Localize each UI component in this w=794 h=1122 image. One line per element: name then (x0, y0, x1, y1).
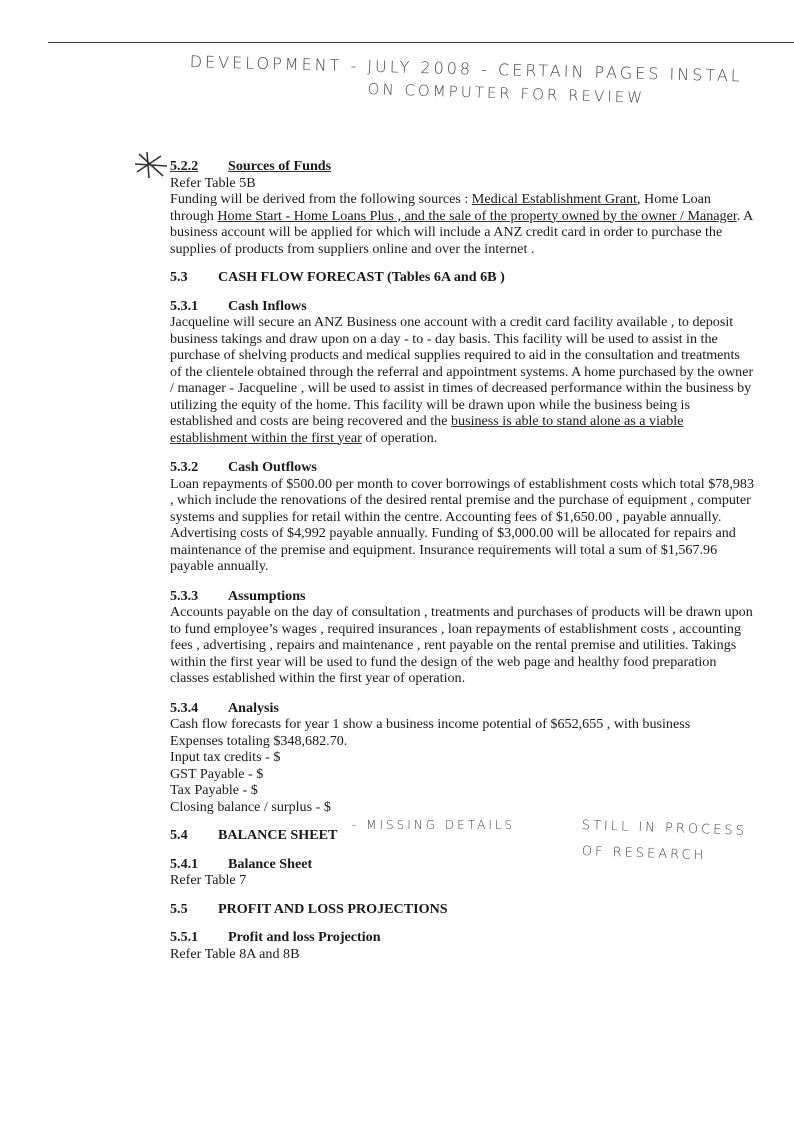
section-number: 5.3.2 (170, 459, 199, 475)
handwritten-note-line1: DEVELOPMENT - JULY 2008 - CERTAIN PAGES INSTAL (189, 52, 743, 86)
section-5-5-1 (170, 929, 755, 962)
section-title: BALANCE SHEET (218, 827, 338, 843)
funding-paragraph (170, 191, 755, 257)
section-number: 5.4 (170, 827, 188, 843)
section-5-3-1 (170, 298, 755, 447)
section-heading (170, 459, 755, 476)
section-5-3-3 (170, 588, 755, 687)
section-5-5-heading (170, 901, 755, 918)
section-number: 5.3.3 (170, 587, 199, 604)
inflow-text: Jacqueline will secure an ANZ Business one account with a credit card facility available , to deposit business takings and draw upon on a day - to - day basis. This facility will be used to assist in the purchase of shelving products and medical supplies required to aid in the consultation and treatments of the clientele obtained through the referral and appointment systems. A home purchased by the owner / manager - Jacqueline , will be used to assist in times of decreased performance within the business by utilizing the equity of the home. This facility will be drawn upon while the business being is established and costs are being recovered and the (170, 314, 754, 429)
handwritten-note-line2: ON COMPUTER FOR REVIEW (367, 80, 646, 107)
section-heading (170, 158, 755, 175)
funding-text: . A business account will be applied for which will include a ANZ credit card in order to purchase the supplies of products from suppliers online and over the internet . (170, 207, 753, 257)
section-5-3-2 (170, 459, 755, 575)
analysis-line: Tax Payable - $ (170, 782, 258, 798)
funding-underlined: Home Start - Home Loans Plus , and the sale of the property owned by the owner / Manager (217, 207, 737, 224)
analysis-line: Closing balance / surplus - $ (170, 798, 331, 815)
section-title: Cash Inflows (228, 297, 307, 314)
section-number: 5.4.1 (170, 855, 199, 872)
section-5-3-4 (170, 700, 755, 816)
table-reference: Refer Table 5B (170, 174, 256, 191)
analysis-line: Expenses totaling $348,682.70. (170, 732, 348, 749)
section-heading (170, 929, 755, 946)
section-title: PROFIT AND LOSS PROJECTIONS (218, 900, 448, 917)
section-title: CASH FLOW FORECAST (Tables 6A and 6B ) (218, 269, 505, 285)
cash-inflows-paragraph (170, 314, 755, 446)
funding-text: Funding will be derived from the following sources : (170, 191, 472, 207)
cash-outflows-paragraph: Loan repayments of $500.00 per month to cover borrowings of establishment costs which total $78,983 , which include the renovations of the desired rental premise and the purchase of equipment , computer systems and supplies for retail within the centre. Accounting fees of $1,650.00 , payable annually. Advertising costs of $4,992 payable annually. Funding of $3,000.00 will be allocated for repairs and maintenance of the premise and equipment. Insurance requirements will total a sum of $1,567.96 payable annually. (170, 475, 754, 574)
analysis-line: Cash flow forecasts for year 1 show a business income potential of $652,655 , with business (170, 716, 691, 732)
table-reference: Refer Table 7 (170, 872, 247, 888)
funding-underlined: Medical Establishment Grant (471, 191, 637, 207)
section-heading (170, 588, 755, 605)
section-5-3-heading (170, 269, 755, 286)
section-title: Balance Sheet (228, 855, 313, 872)
section-title: Analysis (228, 699, 279, 716)
section-number: 5.3.1 (170, 297, 199, 314)
section-number: 5.5 (170, 900, 188, 917)
handwritten-missing-details: - MISSING DETAILS (352, 818, 516, 832)
top-rule (48, 42, 794, 43)
table-reference: Refer Table 8A and 8B (170, 945, 300, 962)
section-title: Profit and loss Projection (228, 929, 381, 945)
section-title: Cash Outflows (228, 459, 317, 475)
analysis-line: GST Payable - $ (170, 765, 264, 782)
section-5-2-2 (170, 158, 755, 257)
section-title: Assumptions (228, 587, 306, 604)
inflow-underlined: business is able to stand alone as a viable establishment within the first year (170, 413, 684, 446)
handwritten-of-research: OF RESEARCH (581, 844, 707, 864)
section-number: 5.5.1 (170, 929, 199, 945)
document-body (170, 158, 755, 962)
section-number: 5.2.2 (170, 158, 199, 174)
inflow-text: of operation. (361, 429, 438, 446)
section-number: 5.3.4 (170, 699, 199, 716)
analysis-line: Input tax credits - $ (170, 749, 281, 765)
section-number: 5.3 (170, 269, 188, 285)
section-heading (170, 298, 755, 315)
funding-text: , Home Loan through (170, 191, 711, 224)
asterisk-mark-icon (133, 150, 167, 180)
assumptions-paragraph: Accounts payable on the day of consultation , treatments and purchases of products will be drawn upon to fund employee’s wages , required insurances , loan repayments of establishment costs , accounting fees , advertising , repairs and maintenance , rent payable on the rental premise and utilities. Takings within the first year will be used to fund the design of the web page and healthy food preparation classes established within the first year of operation. (170, 604, 753, 686)
section-title: Sources of Funds (228, 158, 332, 174)
handwritten-still-in-process: STILL IN PROCESS (581, 818, 748, 839)
section-heading (170, 700, 755, 717)
